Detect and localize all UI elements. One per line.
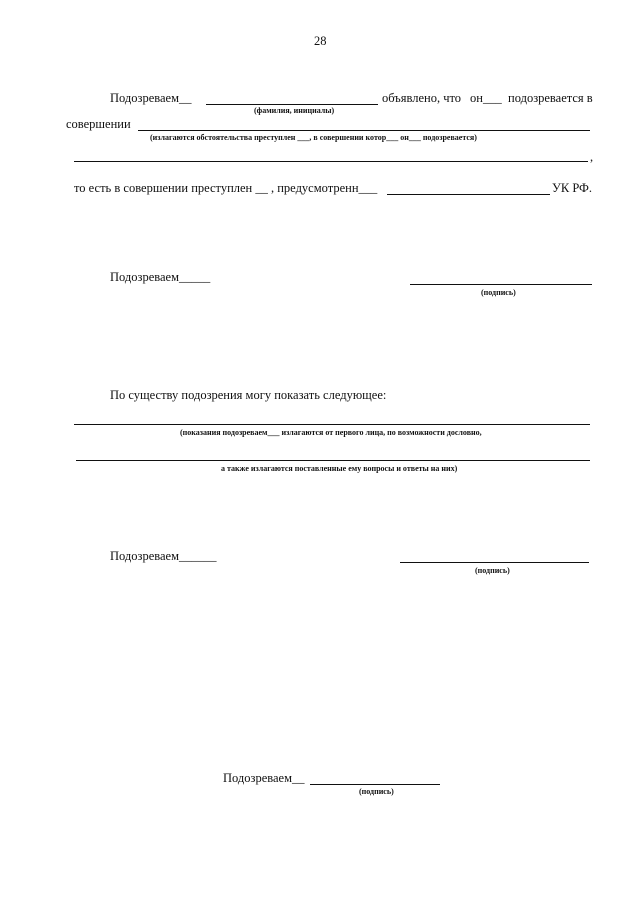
circumstances-hint: (излагаются обстоятельства преступлен ___, в совершении котор___ он___ подозревается) xyxy=(150,133,477,142)
signature1-hint: (подпись) xyxy=(481,288,516,297)
article-line[interactable] xyxy=(387,194,550,195)
circumstances-line-1[interactable] xyxy=(138,130,590,131)
testimony-line-1[interactable] xyxy=(74,424,590,425)
signature2-hint: (подпись) xyxy=(475,566,510,575)
signature2-line[interactable] xyxy=(400,562,589,563)
testimony-hint-1: (показания подозреваем___ излагаются от первого лица, по возможности дословно, xyxy=(180,428,482,437)
suspect-label: Подозреваем__ xyxy=(110,91,192,105)
signature3-line[interactable] xyxy=(310,784,440,785)
name-hint: (фамилия, инициалы) xyxy=(254,106,335,115)
signature1-label: Подозреваем_____ xyxy=(110,270,211,284)
announced-text: объявлено, что xyxy=(382,91,462,105)
he-text: он___ xyxy=(470,91,502,105)
name-field-line[interactable] xyxy=(206,104,378,105)
line-comma: , xyxy=(590,150,594,164)
testimony-line-2[interactable] xyxy=(76,460,590,461)
uk-rf-text: УК РФ. xyxy=(552,181,593,195)
that-is-text: то есть в совершении преступлен __ , предусмотренн___ xyxy=(74,181,378,195)
signature1-line[interactable] xyxy=(410,284,592,285)
signature3-hint: (подпись) xyxy=(359,787,394,796)
signature3-label: Подозреваем__ xyxy=(223,771,305,785)
testimony-heading: По существу подозрения могу показать следующее: xyxy=(110,388,387,402)
signature2-label: Подозреваем______ xyxy=(110,549,217,563)
testimony-hint-2: а также излагаются поставленные ему вопросы и ответы на них) xyxy=(221,464,458,473)
committing-text: совершении xyxy=(66,117,131,131)
circumstances-line-2[interactable] xyxy=(74,161,588,162)
page-number: 28 xyxy=(314,34,327,48)
suspected-in-text: подозревается в xyxy=(508,91,593,105)
